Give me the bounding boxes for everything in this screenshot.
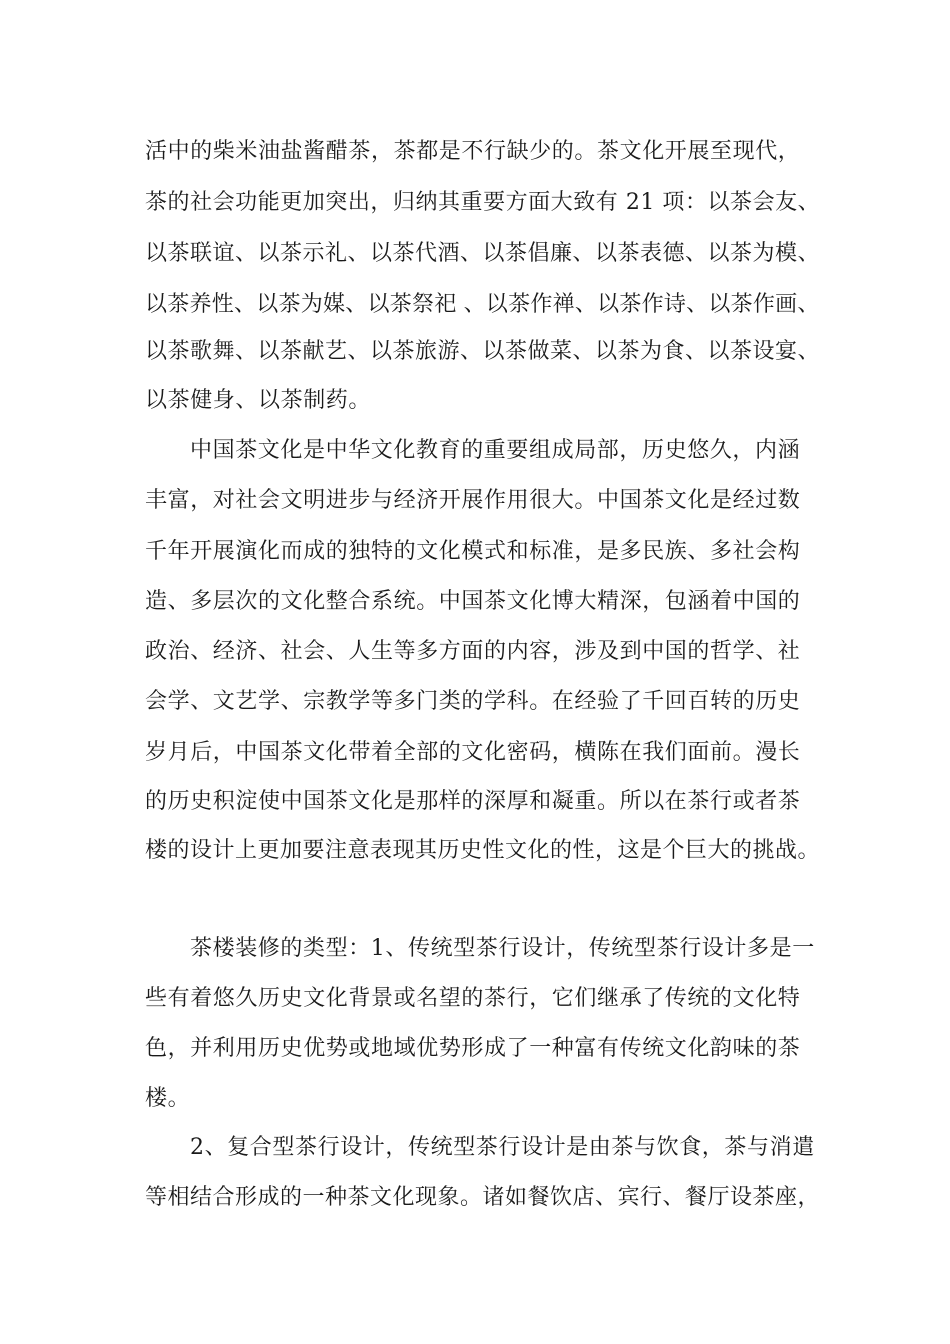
text-line-15: 楼的设计上更加要注意表现其历史性文化的性，这是个巨大的挑战。 [145,838,821,863]
text-line-8: 丰富，对社会文明进步与经济开展作用很大。中国茶文化是经过数 [145,488,801,513]
text-line-19: 楼。 [145,1086,191,1111]
text-line-5: 以茶歌舞、以茶献艺、以茶旅游、以茶做菜、以茶为食、以茶设宴、 [145,339,821,364]
text-line-9: 千年开展演化而成的独特的文化模式和标准，是多民族、多社会构 [145,539,801,564]
text-line-13: 岁月后，中国茶文化带着全部的文化密码，横陈在我们面前。漫长 [145,740,801,765]
text-line-11: 政治、经济、社会、人生等多方面的内容，涉及到中国的哲学、社 [145,639,801,664]
text-line-18: 色，并利用历史优势或地域优势形成了一种富有传统文化韵味的茶 [145,1036,801,1061]
text-line-16: 茶楼装修的类型：1、传统型茶行设计，传统型茶行设计多是一 [190,936,815,961]
text-line-17: 些有着悠久历史文化背景或名望的茶行，它们继承了传统的文化特 [145,986,801,1011]
text-line-6: 以茶健身、以茶制药。 [145,388,372,413]
text-line-3: 以茶联谊、以茶示礼、以茶代酒、以茶倡廉、以茶表德、以茶为模、 [145,241,821,266]
text-line-2: 茶的社会功能更加突出，归纳其重要方面大致有 21 项：以茶会友、 [145,190,821,215]
text-line-1: 活中的柴米油盐酱醋茶，茶都是不行缺少的。茶文化开展至现代， [145,139,801,164]
text-line-21: 等相结合形成的一种茶文化现象。诸如餐饮店、宾行、餐厅设茶座， [145,1185,821,1210]
text-line-10: 造、多层次的文化整合系统。中国茶文化博大精深，包涵着中国的 [145,589,801,614]
text-line-20: 2、复合型茶行设计，传统型茶行设计是由茶与饮食，茶与消遣 [190,1135,815,1160]
text-line-7: 中国茶文化是中华文化教育的重要组成局部，历史悠久，内涵 [190,438,801,463]
text-line-4: 以茶养性、以茶为媒、以茶祭祀 、以茶作禅、以茶作诗、以茶作画、 [145,292,820,317]
text-line-12: 会学、文艺学、宗教学等多门类的学科。在经验了千回百转的历史 [145,689,801,714]
text-line-14: 的历史积淀使中国茶文化是那样的深厚和凝重。所以在茶行或者茶 [145,789,801,814]
